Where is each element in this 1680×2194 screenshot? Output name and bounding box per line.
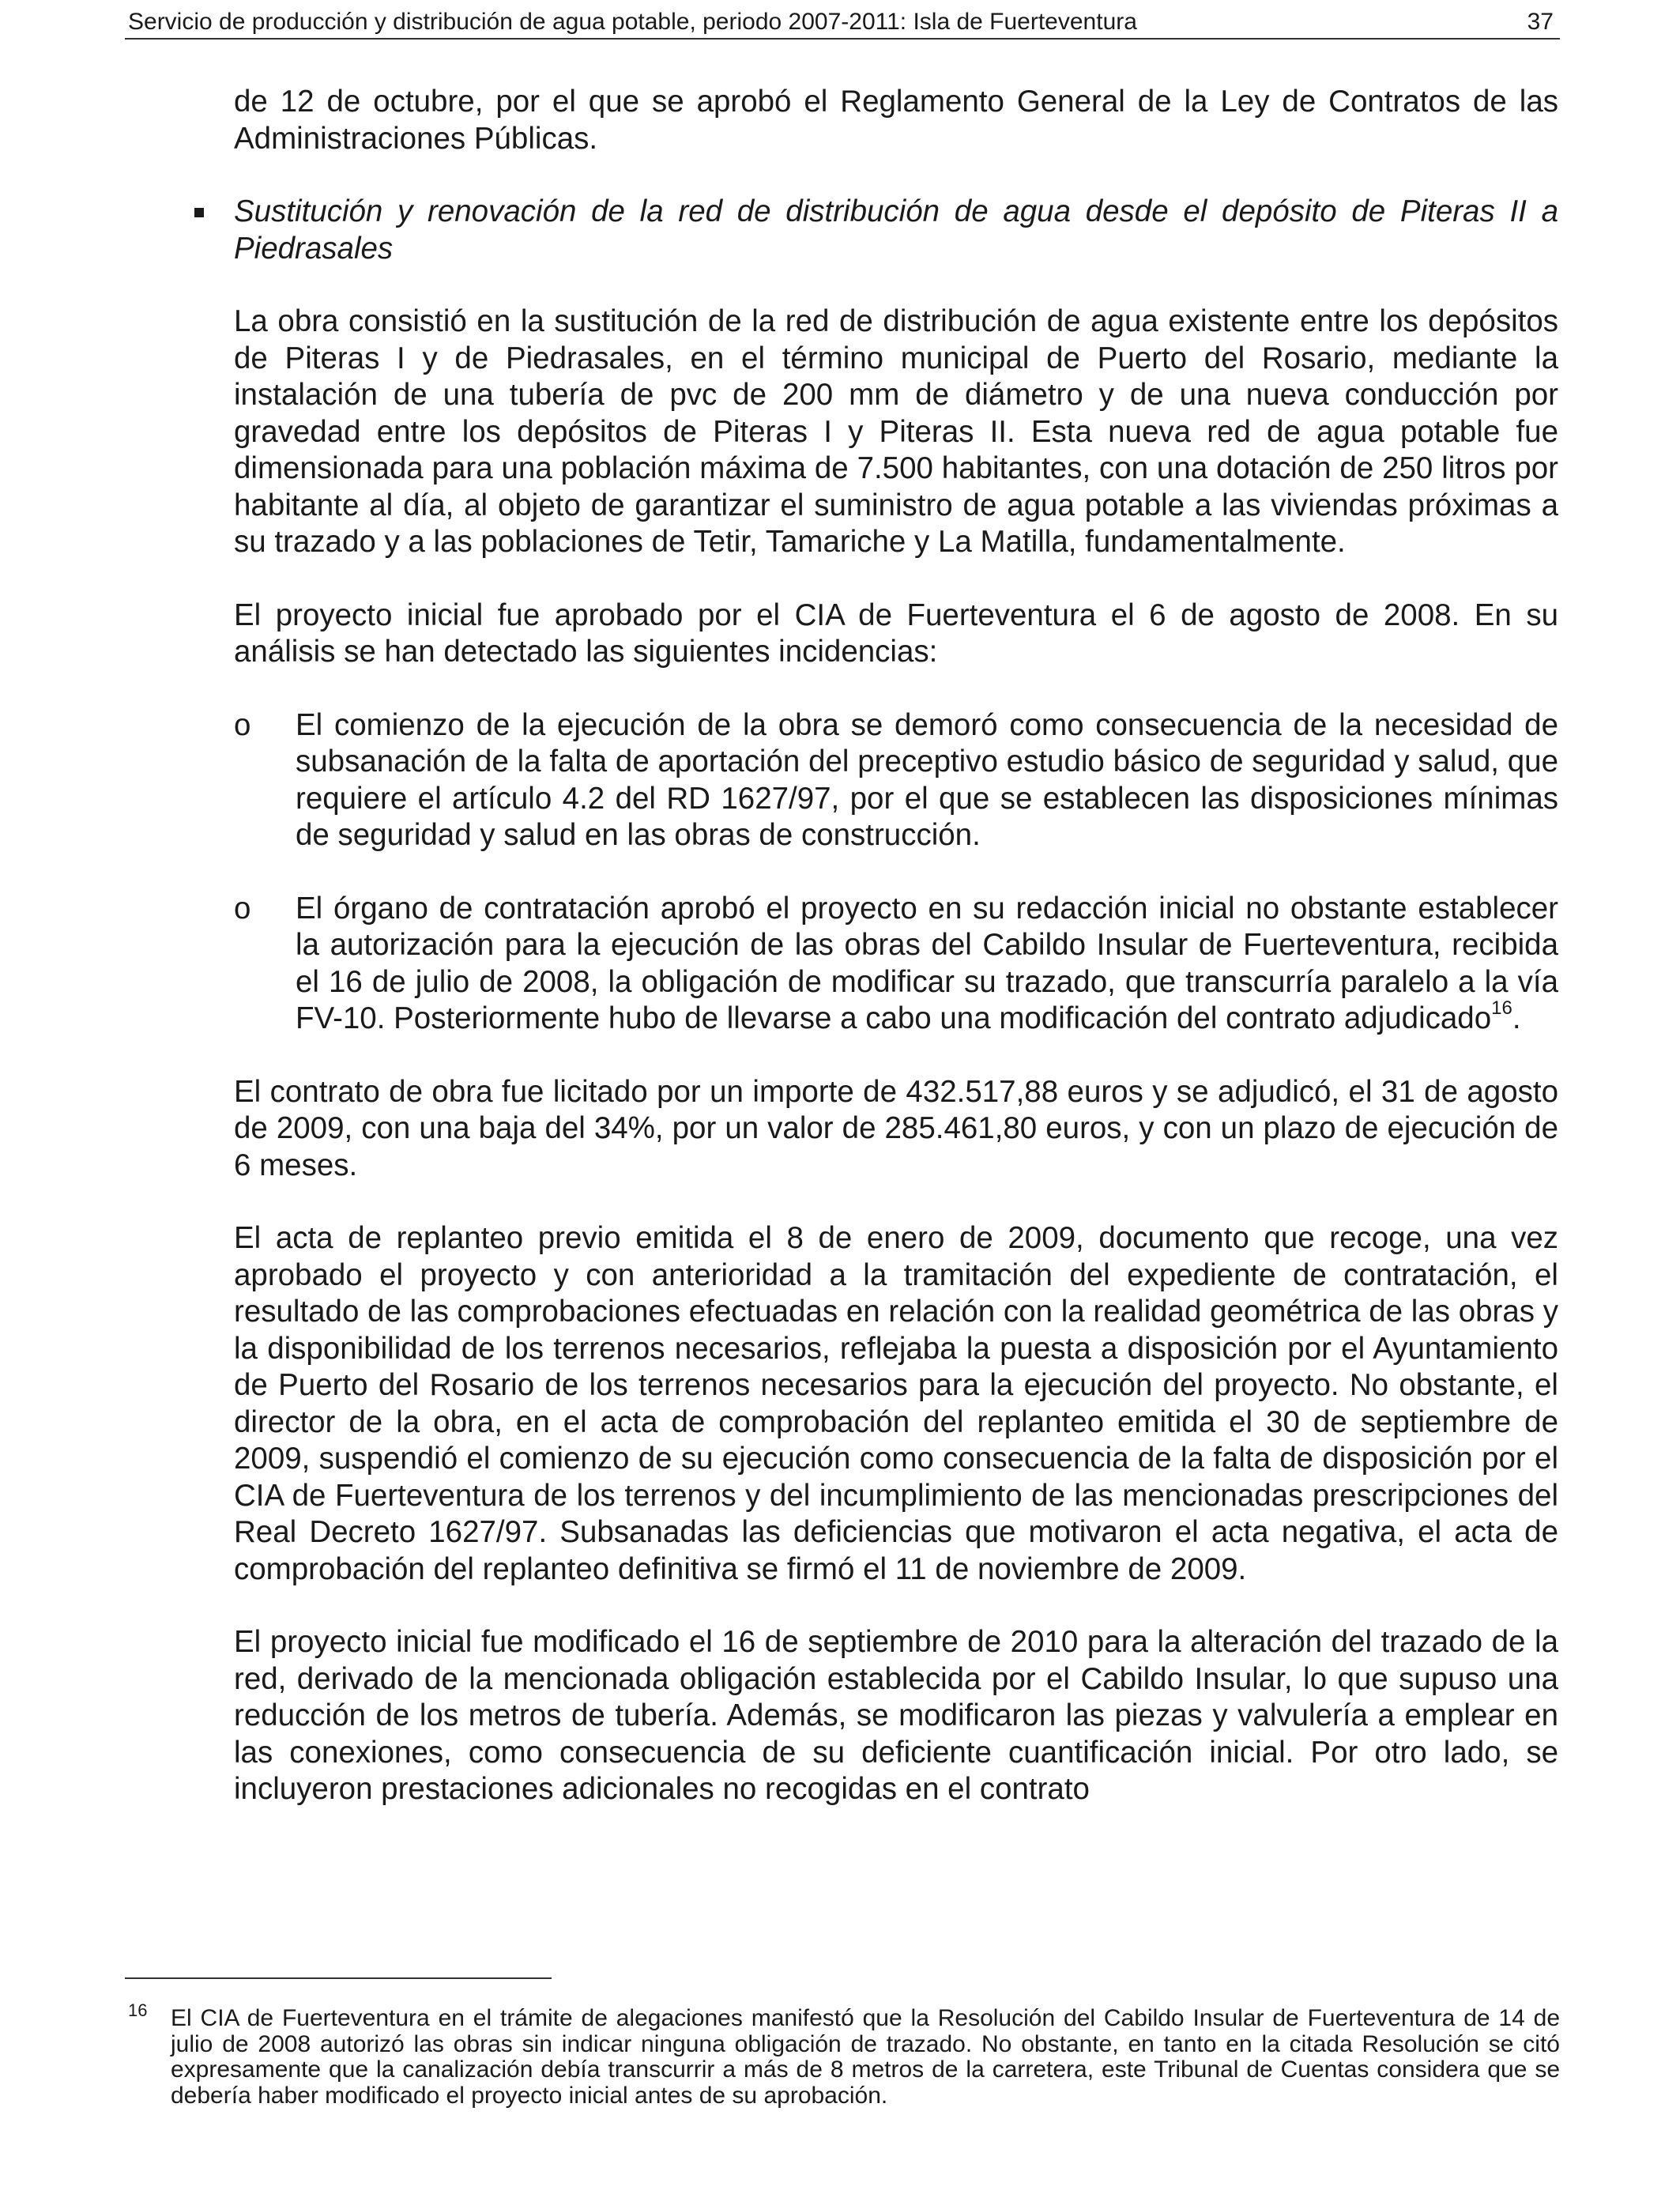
footnote-number: 16	[128, 2000, 148, 2020]
page-header	[125, 6, 1560, 40]
square-bullet-icon	[194, 208, 204, 217]
list-item-text: El órgano de contratación aprobó el proyecto en su redacción inicial no obstante establecer la autorización para la ejecución de las obras del Cabildo Insular de Fuerteventura, recibida el 16 de julio de 2008, la obligación de modificar su trazado, que transcurría paralelo a la vía FV-10. Posteriormente hubo de llevarse a cabo una modificación del contrato adjudicado	[296, 891, 1558, 1035]
list-item	[234, 707, 1558, 854]
page-number: 37	[1527, 9, 1554, 35]
footnote-text: El CIA de Fuerteventura en el trámite de alegaciones manifestó que la Resolución del Cabildo Insular de Fuerteventura de 14 de julio de 2008 autorizó las obras sin indicar ninguna obligación de trazado. No obstante, en tanto en la citada Resolución se citó expresamente que la canalización debía transcurrir a más de 8 metros de la carretera, este Tribunal de Cuentas considera que se debería haber modificado el proyecto inicial antes de su aprobación.	[171, 2005, 1560, 2109]
list-item-end: .	[1512, 1001, 1521, 1035]
intro-paragraph: de 12 de octubre, por el que se aprobó el Reglamento General de la Ley de Contratos de las Administraciones Públicas.	[234, 85, 1558, 156]
circle-bullet-icon: o	[234, 707, 251, 742]
paragraph-4: El acta de replanteo previo emitida el 8 de enero de 2009, documento que recoge, una vez aprobado el proyecto y con anterioridad a la tramitación del expediente de contratación, el resultado de las comprobaciones efectuadas en relación con la realidad geométrica de las obras y la disponibilidad de los terrenos necesarios, reflejaba la puesta a disposición por el Ayuntamiento de Puerto del Rosario de los terrenos necesarios para la ejecución del proyecto. No obstante, el director de la obra, en el acta de comprobación del replanteo emitida el 30 de septiembre de 2009, suspendió el comienzo de su ejecución como consecuencia de la falta de disposición por el CIA de Fuerteventura de los terrenos y del incumplimiento de las mencionadas prescripciones del Real Decreto 1627/97. Subsanadas las deficiencias que motivaron el acta negativa, el acta de comprobación del replanteo definitiva se firmó el 11 de noviembre de 2009.	[234, 1221, 1558, 1586]
header-title: Servicio de producción y distribución de agua potable, periodo 2007-2011: Isla de Fuerteventura	[128, 9, 1137, 35]
paragraph-5: El proyecto inicial fue modificado el 16 de septiembre de 2010 para la alteración del trazado de la red, derivado de la mencionada obligación establecida por el Cabildo Insular, lo que supuso una reducción de los metros de tubería. Además, se modificaron las piezas y valvulería a emplear en las conexiones, como consecuencia de su deficiente cuantificación inicial. Por otro lado, se incluyeron prestaciones adicionales no recogidas en el contrato	[234, 1625, 1558, 1806]
body-text	[234, 84, 1558, 1845]
list-item	[234, 891, 1558, 1038]
list-item-text: El comienzo de la ejecución de la obra se demoró como consecuencia de la necesidad de subsanación de la falta de aportación del preceptivo estudio básico de seguridad y salud, que requiere el artículo 4.2 del RD 1627/97, por el que se establecen las disposiciones mínimas de seguridad y salud en las obras de construcción.	[296, 707, 1558, 852]
footnote	[125, 2000, 1560, 2109]
footnote-divider	[125, 1977, 552, 1979]
footnote-reference[interactable]: 16	[1491, 997, 1512, 1019]
circle-bullet-icon: o	[234, 891, 251, 925]
section-heading-text: Sustitución y renovación de la red de distribución de agua desde el depósito de Piteras II a Piedrasales	[234, 194, 1558, 266]
paragraph-3: El contrato de obra fue licitado por un importe de 432.517,88 euros y se adjudicó, el 31 de agosto de 2009, con una baja del 34%, por un valor de 285.461,80 euros, y con un plazo de ejecución de 6 meses.	[234, 1074, 1558, 1182]
section-heading	[234, 194, 1558, 267]
paragraph-2: El proyecto inicial fue aprobado por el CIA de Fuerteventura el 6 de agosto de 2008. En su análisis se han detectado las siguientes incidencias:	[234, 598, 1558, 669]
paragraph-1: La obra consistió en la sustitución de la red de distribución de agua existente entre los depósitos de Piteras I y de Piedrasales, en el término municipal de Puerto del Rosario, mediante la instalación de una tubería de pvc de 200 mm de diámetro y de una nueva conducción por gravedad entre los depósitos de Piteras I y Piteras II. Esta nueva red de agua potable fue dimensionada para una población máxima de 7.500 habitantes, con una dotación de 250 litros por habitante al día, al objeto de garantizar el suministro de agua potable a las viviendas próximas a su trazado y a las poblaciones de Tetir, Tamariche y La Matilla, fundamentalmente.	[234, 304, 1558, 559]
